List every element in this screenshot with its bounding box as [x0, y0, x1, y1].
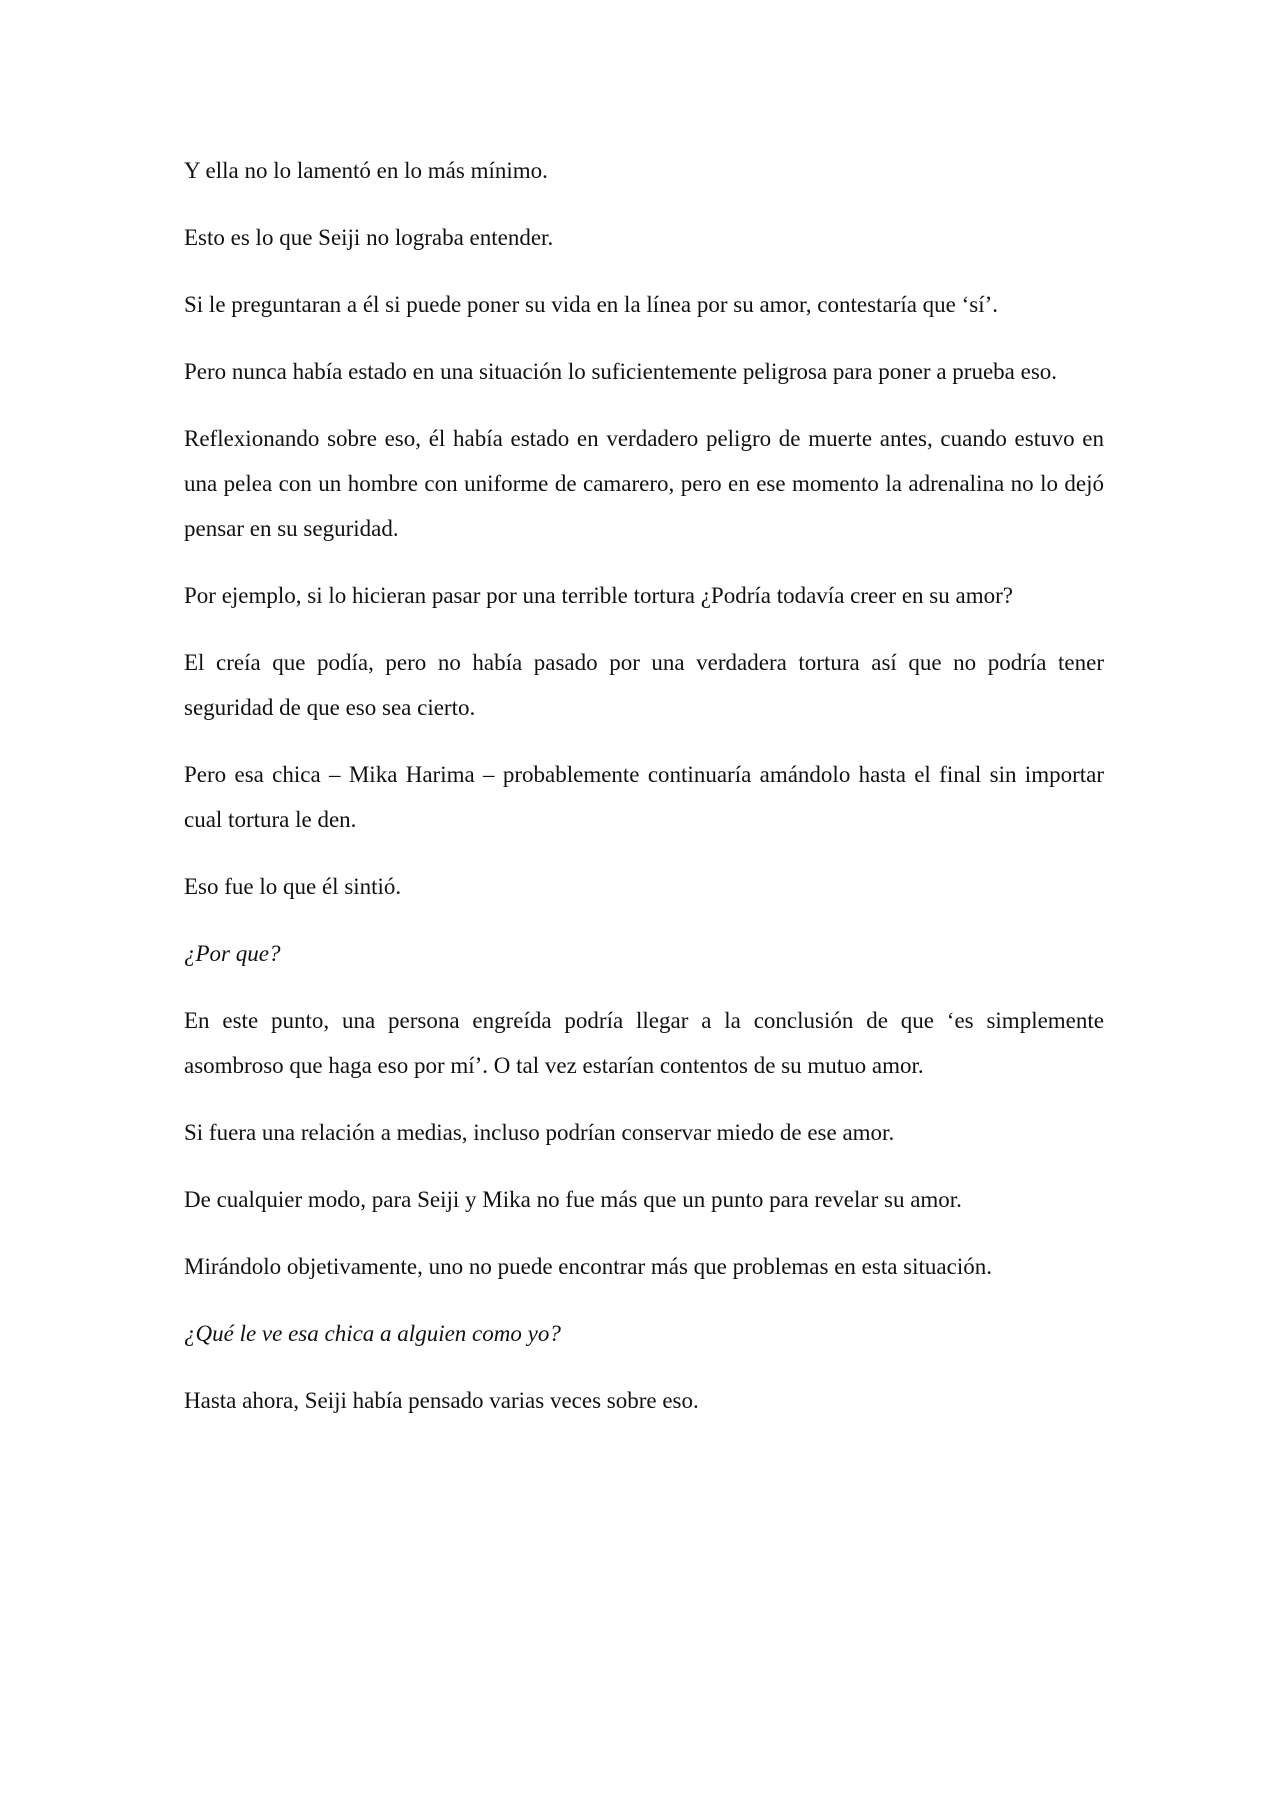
paragraph-16: Hasta ahora, Seiji había pensado varias veces sobre eso.	[184, 1388, 699, 1413]
body-text	[184, 148, 1104, 1445]
paragraph-11: En este punto, una persona engreída podría llegar a la conclusión de que ‘es simplemente asombroso que haga eso por mí’. O tal vez estarían contentos de su mutuo amor.	[184, 1008, 1104, 1078]
paragraph-14: Mirándolo objetivamente, uno no puede encontrar más que problemas en esta situación.	[184, 1254, 992, 1279]
paragraph-13: De cualquier modo, para Seiji y Mika no fue más que un punto para revelar su amor.	[184, 1187, 962, 1212]
paragraph-15: ¿Qué le ve esa chica a alguien como yo?	[184, 1321, 561, 1346]
paragraph-1: Y ella no lo lamentó en lo más mínimo.	[184, 158, 548, 183]
paragraph-9: Eso fue lo que él sintió.	[184, 874, 402, 899]
paragraph-5: Reflexionando sobre eso, él había estado en verdadero peligro de muerte antes, cuando estuvo en una pelea con un hombre con uniforme de camarero, pero en ese momento la adrenalina no lo dejó pensar en su seguridad.	[184, 426, 1104, 541]
paragraph-3: Si le preguntaran a él si puede poner su vida en la línea por su amor, contestaría que ‘sí’.	[184, 292, 999, 317]
paragraph-2: Esto es lo que Seiji no lograba entender.	[184, 225, 554, 250]
paragraph-7: El creía que podía, pero no había pasado por una verdadera tortura así que no podría tener seguridad de que eso sea cierto.	[184, 650, 1104, 720]
paragraph-8: Pero esa chica – Mika Harima – probablemente continuaría amándolo hasta el final sin importar cual tortura le den.	[184, 762, 1104, 832]
paragraph-12: Si fuera una relación a medias, incluso podrían conservar miedo de ese amor.	[184, 1120, 895, 1145]
paragraph-10: ¿Por que?	[184, 941, 281, 966]
paragraph-6: Por ejemplo, si lo hicieran pasar por una terrible tortura ¿Podría todavía creer en su amor?	[184, 583, 1013, 608]
paragraph-4: Pero nunca había estado en una situación lo suficientemente peligrosa para poner a prueba eso.	[184, 359, 1058, 384]
